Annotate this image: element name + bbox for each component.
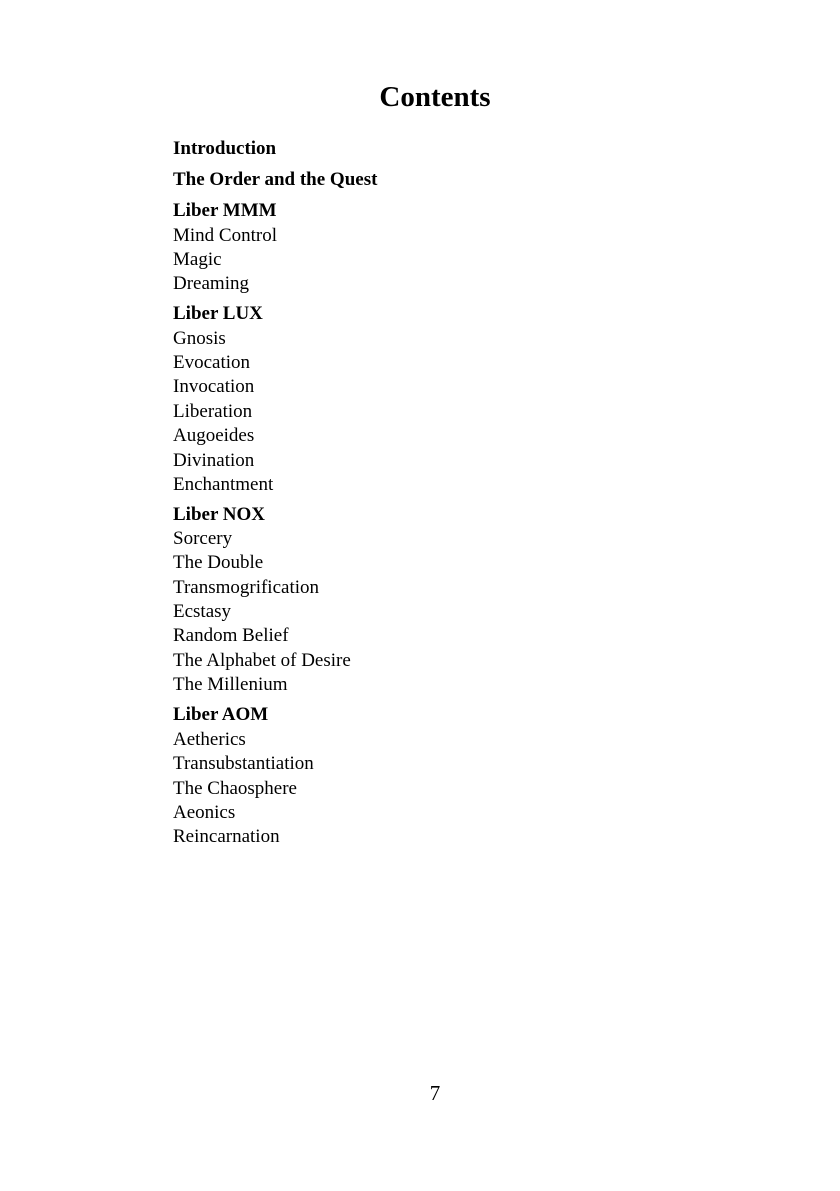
toc-item-random-belief: Random Belief (173, 625, 289, 646)
toc-item-enchantment: Enchantment (173, 474, 274, 495)
toc-item-alphabet-of-desire: The Alphabet of Desire (173, 650, 351, 671)
toc-item-invocation: Invocation (173, 376, 255, 397)
toc-item-aeonics: Aeonics (173, 802, 236, 823)
toc-item-transubstantiation: Transubstantiation (173, 753, 314, 774)
toc-section-liber-aom: Liber AOM (173, 704, 269, 725)
toc-item-gnosis: Gnosis (173, 328, 226, 349)
toc-section-liber-mmm: Liber MMM (173, 200, 277, 221)
page-number: 7 (429, 1081, 441, 1105)
toc-section-introduction: Introduction (173, 138, 277, 159)
toc-item-liberation: Liberation (173, 401, 253, 422)
toc-item-aetherics: Aetherics (173, 729, 246, 750)
toc-item-transmogrification: Transmogrification (173, 577, 320, 598)
toc-item-dreaming: Dreaming (173, 273, 249, 294)
toc-item-mind-control: Mind Control (173, 225, 277, 246)
toc-item-the-double: The Double (173, 552, 264, 573)
toc-item-ecstasy: Ecstasy (173, 601, 232, 622)
toc-section-liber-lux: Liber LUX (173, 303, 263, 324)
toc-item-augoeides: Augoeides (173, 425, 255, 446)
toc-item-the-millenium: The Millenium (173, 674, 288, 695)
toc-item-the-chaosphere: The Chaosphere (173, 778, 297, 799)
page-title: Contents (379, 81, 491, 113)
toc-item-magic: Magic (173, 249, 222, 270)
toc-section-liber-nox: Liber NOX (173, 504, 266, 525)
toc-item-evocation: Evocation (173, 352, 251, 373)
toc-item-divination: Divination (173, 450, 255, 471)
toc-item-reincarnation: Reincarnation (173, 826, 280, 847)
toc-section-order-and-quest: The Order and the Quest (173, 169, 378, 190)
toc-item-sorcery: Sorcery (173, 528, 233, 549)
